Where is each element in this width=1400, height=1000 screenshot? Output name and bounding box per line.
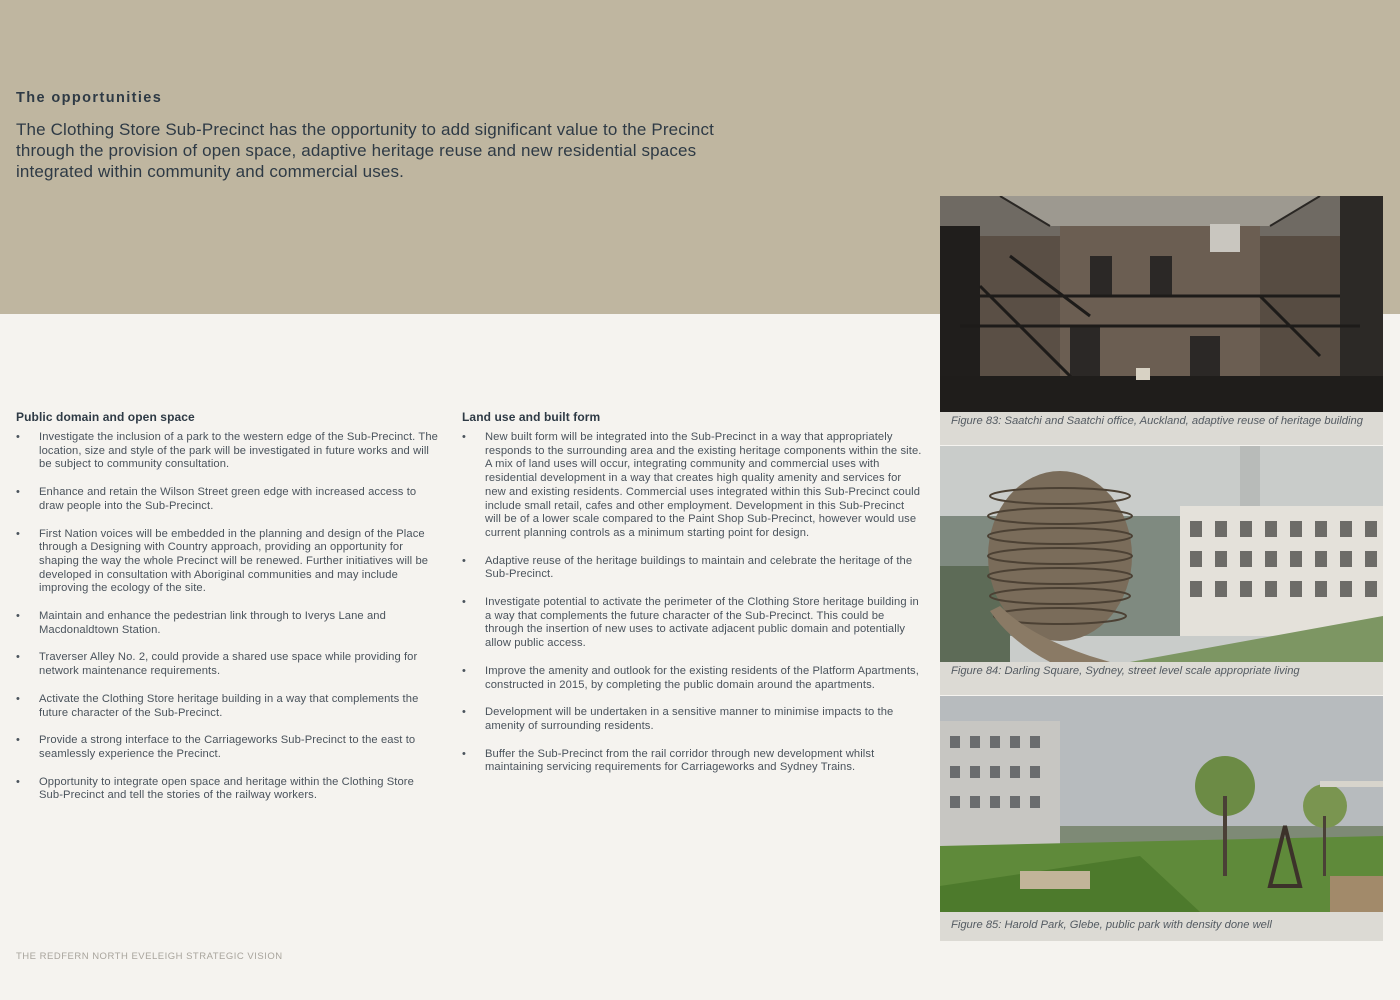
land-use-column xyxy=(462,410,922,789)
list-item: • Investigate the inclusion of a park to the western edge of the Sub-Precinct. The location, size and style of the park will be investigated in future works and will be subject to community consultation. xyxy=(16,431,438,471)
bullet-icon: • xyxy=(462,431,466,443)
intro-paragraph: The Clothing Store Sub-Precinct has the opportunity to add significant value to the Precinct through the provision of open space, adaptive heritage reuse and new residential spaces integrated within community and commercial uses. xyxy=(16,120,714,181)
darling-square-photo xyxy=(940,446,1383,662)
land-use-list xyxy=(462,431,922,775)
list-item: • Activate the Clothing Store heritage building in a way that complements the future character of the Sub-Precinct. xyxy=(16,692,419,719)
bullet-icon: • xyxy=(462,747,466,760)
list-item: • New built form will be integrated into the Sub-Precinct in a way that appropriately responds to the surrounding area and the existing heritage components within the site. A mix of land uses will occur, integrating community and commercial uses with residential development in a way that creates high quality amenity and services for new and existing residents. Commercial uses integrated within this Sub-Precinct could include small retail, cafes and other employment. Development in this Sub-Precinct will be of a lower scale compared to the Paint Shop Sub-Precinct, however would use current planning controls as a minimum starting point for design. xyxy=(462,431,922,539)
bullet-icon: • xyxy=(462,554,466,567)
bullet-icon: • xyxy=(16,651,20,664)
figure-84-caption: Figure 84: Darling Square, Sydney, street level scale appropriate living xyxy=(951,665,1300,677)
bullet-icon: • xyxy=(16,486,20,499)
list-item: • First Nation voices will be embedded in the planning and design of the Place through a Designing with Country approach, providing an opportunity for shaping the way the whole Precinct will be renewed. Further initiatives will be developed in consultation with Aboriginal communities and may include improving the ecology of the site. xyxy=(16,527,429,595)
public-domain-title: Public domain and open space xyxy=(16,410,195,424)
figure-85 xyxy=(940,696,1383,941)
harold-park-photo xyxy=(940,696,1383,912)
figure-84 xyxy=(940,446,1383,695)
bullet-icon: • xyxy=(462,664,466,677)
list-item: • Investigate potential to activate the perimeter of the Clothing Store heritage building in a way that complements the future character of the Sub-Precinct. This could be through the insertion of new uses to activate adjacent public domain and potentially allow public access. xyxy=(462,596,919,650)
list-item: • Improve the amenity and outlook for the existing residents of the Platform Apartments, constructed in 2015, by completing the public domain around the apartments. xyxy=(462,664,919,691)
list-item: • Development will be undertaken in a sensitive manner to minimise impacts to the amenity of surrounding residents. xyxy=(462,706,894,732)
section-heading: The opportunities xyxy=(16,90,163,106)
list-item: • Enhance and retain the Wilson Street green edge with increased access to draw people into the Sub-Precinct. xyxy=(16,486,417,512)
list-item: • Maintain and enhance the pedestrian link through to Iverys Lane and Macdonaldtown Station. xyxy=(16,610,386,636)
list-item: • Provide a strong interface to the Carriageworks Sub-Precinct to the east to seamlessly experience the Precinct. xyxy=(16,734,416,760)
bullet-icon: • xyxy=(16,431,20,443)
bullet-icon: • xyxy=(16,734,20,747)
public-domain-column xyxy=(16,410,440,817)
bullet-icon: • xyxy=(16,610,20,623)
figure-85-caption: Figure 85: Harold Park, Glebe, public park with density done well xyxy=(951,919,1272,931)
land-use-title: Land use and built form xyxy=(462,410,601,424)
saatchi-office-photo xyxy=(940,196,1383,412)
document-footer: THE REDFERN NORTH EVELEIGH STRATEGIC VISION xyxy=(16,951,283,962)
bullet-icon: • xyxy=(462,706,466,719)
bullet-icon: • xyxy=(16,692,20,705)
bullet-icon: • xyxy=(16,527,20,540)
list-item: • Traverser Alley No. 2, could provide a shared use space while providing for network maintenance requirements. xyxy=(16,651,418,678)
list-item: • Adaptive reuse of the heritage buildings to maintain and celebrate the heritage of the Sub-Precinct. xyxy=(462,554,913,581)
bullet-icon: • xyxy=(462,596,466,609)
list-item: • Buffer the Sub-Precinct from the rail corridor through new development whilst maintaining servicing requirements for Carriageworks and Sydney Trains. xyxy=(462,747,875,774)
figure-83-caption: Figure 83: Saatchi and Saatchi office, Auckland, adaptive reuse of heritage building xyxy=(951,415,1363,427)
bullet-icon: • xyxy=(16,775,20,788)
list-item: • Opportunity to integrate open space and heritage within the Clothing Store Sub-Precinct and tell the stories of the railway workers. xyxy=(16,775,414,802)
public-domain-list xyxy=(16,431,440,803)
figure-83 xyxy=(940,196,1383,445)
